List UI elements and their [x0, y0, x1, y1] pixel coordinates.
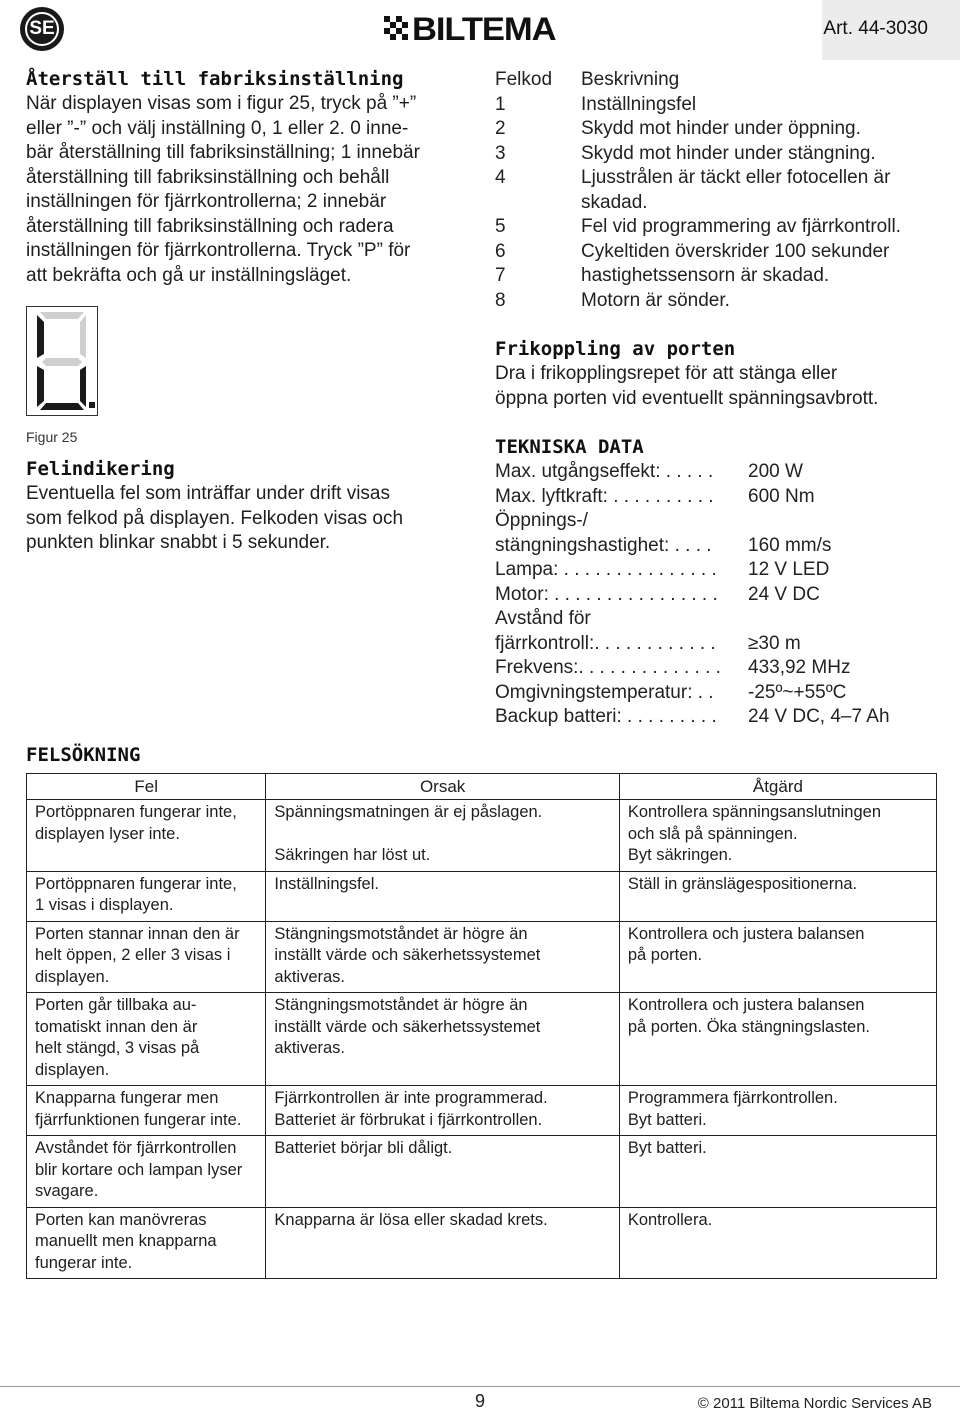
error-code: 2 [495, 118, 506, 139]
frikoppling-heading: Frikoppling av porten [495, 338, 736, 360]
table-row [27, 871, 937, 921]
troubleshooting-table [26, 773, 937, 1279]
language-code: SE [25, 12, 59, 46]
table-cell: Kontrollera spänningsanslutningen och slå på spänningen. Byt säkringen. [619, 800, 936, 872]
logo-text: BILTEMA [412, 11, 556, 47]
error-description: Cykeltiden överskrider 100 sekunder [581, 240, 890, 262]
spec-label: Motor: . . . . . . . . . . . . . . . . [495, 583, 718, 605]
page-header [0, 0, 960, 60]
list-item [495, 534, 955, 559]
copyright-notice: © 2011 Biltema Nordic Services AB [697, 1395, 932, 1412]
article-number: Art. 44-3030 [823, 18, 928, 39]
felsokning-heading: FELSÖKNING [26, 744, 141, 766]
error-description: Inställningsfel [581, 93, 697, 115]
spec-value: 160 mm/s [748, 534, 832, 556]
table-cell: Byt batteri. [619, 1136, 936, 1208]
error-description: Skydd mot hinder under öppning. [581, 118, 861, 139]
technical-data-heading: TEKNISKA DATA [495, 436, 644, 458]
felindikering-heading: Felindikering [26, 458, 175, 480]
spec-value: 600 Nm [748, 485, 815, 507]
table-cell: Portöppnaren fungerar inte, 1 visas i displayen. [27, 871, 266, 921]
list-item [495, 607, 955, 632]
table-row [27, 921, 937, 993]
column-header-atgard: Åtgärd [619, 774, 936, 800]
table-cell: Batteriet börjar bli dåligt. [266, 1136, 619, 1208]
article-number-box [822, 0, 960, 60]
table-cell: Programmera fjärrkontrollen. Byt batteri. [619, 1086, 936, 1136]
spec-label: fjärrkontroll:. . . . . . . . . . . . [495, 632, 716, 654]
list-item [495, 166, 955, 215]
spec-label: stängningshastighet: . . . . [495, 534, 712, 556]
frikoppling-paragraph: Dra i frikopplingsrepet för att stänga eller öppna porten vid eventuellt spänningsavbrott. [495, 363, 879, 409]
list-item [495, 93, 955, 118]
table-row [27, 800, 937, 872]
table-cell: Portöppnaren fungerar inte, displayen lyser inte. [27, 800, 266, 872]
table-cell: Stängningsmotståndet är högre än inställt värde och säkerhetssystemet aktiveras. [266, 993, 619, 1086]
footer-divider [0, 1386, 960, 1387]
table-cell: Porten stannar innan den är helt öppen, 2 eller 3 visas i displayen. [27, 921, 266, 993]
table-cell: Kontrollera och justera balansen på porten. [619, 921, 936, 993]
column-header-orsak: Orsak [266, 774, 619, 800]
decimal-point [89, 402, 95, 408]
error-code: 1 [495, 93, 506, 115]
error-description: Skydd mot hinder under stängning. [581, 142, 876, 164]
page-number: 9 [474, 1391, 485, 1411]
table-cell: Ställ in gränslägespositionerna. [619, 871, 936, 921]
spec-label: Max. lyftkraft: . . . . . . . . . . [495, 485, 714, 507]
figure-caption: Figur 25 [26, 429, 78, 445]
spec-value: 24 V DC [748, 583, 820, 605]
spec-value: -25º~+55ºC [748, 681, 847, 703]
spec-label: Avstånd för [495, 608, 591, 629]
seven-segment-display-figure [26, 306, 98, 416]
list-item [495, 632, 955, 657]
error-description: Fel vid programmering av fjärrkontroll. [581, 216, 901, 237]
error-description: hastighetssensorn är skadad. [581, 265, 830, 286]
table-cell: Porten kan manövreras manuellt men knapparna fungerar inte. [27, 1207, 266, 1279]
error-description: Ljusstrålen är täckt eller fotocellen är skadad. [581, 167, 891, 213]
table-row [27, 1136, 937, 1208]
error-code-header [495, 68, 955, 93]
checkered-flag-icon [384, 16, 410, 42]
table-cell: Fjärrkontrollen är inte programmerad. Batteriet är förbrukat i fjärrkontrollen. [266, 1086, 619, 1136]
reset-heading: Återställ till fabriksinställning [26, 68, 404, 90]
error-code: 8 [495, 289, 506, 311]
table-cell: Knapparna fungerar men fjärrfunktionen fungerar inte. [27, 1086, 266, 1136]
spec-label: Lampa: . . . . . . . . . . . . . . . [495, 559, 717, 580]
table-row [27, 993, 937, 1086]
table-cell: Stängningsmotståndet är högre än inställt värde och säkerhetssystemet aktiveras. [266, 921, 619, 993]
error-description: Motorn är sönder. [581, 289, 730, 311]
list-item [495, 509, 955, 534]
spec-value [748, 607, 955, 632]
list-item [495, 583, 955, 608]
header-description: Beskrivning [581, 69, 680, 90]
list-item [495, 142, 955, 167]
spec-label: Öppnings-/ [495, 510, 588, 531]
header-code: Felkod [495, 69, 553, 90]
spec-value: 12 V LED [748, 559, 830, 580]
table-cell: Inställningsfel. [266, 871, 619, 921]
list-item [495, 215, 955, 240]
error-code: 7 [495, 265, 506, 286]
list-item [495, 656, 955, 681]
language-badge [20, 7, 64, 51]
spec-value: 24 V DC, 4–7 Ah [748, 706, 890, 727]
table-header-row [27, 774, 937, 800]
error-code: 5 [495, 216, 506, 237]
biltema-logo [384, 13, 578, 45]
table-cell: Kontrollera och justera balansen på porten. Öka stängningslasten. [619, 993, 936, 1086]
list-item [495, 460, 955, 485]
list-item [495, 264, 955, 289]
spec-value: 200 W [748, 461, 803, 482]
list-item [495, 485, 955, 510]
list-item [495, 681, 955, 706]
table-cell: Kontrollera. [619, 1207, 936, 1279]
column-header-fel: Fel [27, 774, 266, 800]
technical-data-list [495, 460, 955, 730]
list-item [495, 117, 955, 142]
spec-label: Omgivningstemperatur: . . [495, 681, 714, 703]
table-row [27, 1086, 937, 1136]
error-code: 6 [495, 240, 506, 262]
error-code-list [495, 68, 955, 313]
list-item [495, 240, 955, 265]
list-item [495, 705, 955, 730]
spec-label: Max. utgångseffekt: . . . . . [495, 461, 714, 482]
table-cell: Avståndet för fjärrkontrollen blir kortare och lampan lyser svagare. [27, 1136, 266, 1208]
list-item [495, 558, 955, 583]
error-code: 3 [495, 142, 506, 164]
felindikering-paragraph: Eventuella fel som inträffar under drift visas som felkod på displayen. Felkoden visas och punkten blinkar snabbt i 5 sekunder. [26, 483, 404, 553]
table-cell: Porten går tillbaka au- tomatiskt innan den är helt stängd, 3 visas på displayen. [27, 993, 266, 1086]
table-cell: Knapparna är lösa eller skadad krets. [266, 1207, 619, 1279]
table-row [27, 1207, 937, 1279]
list-item [495, 289, 955, 314]
spec-value: 433,92 MHz [748, 657, 851, 678]
reset-paragraph: När displayen visas som i figur 25, tryck på ”+” eller ”-” och välj inställning 0, 1 eller 2. 0 inne- bär återställning till fabriksinställning; 1 innebär återställning till fabriksinställning och behåll inställningen för fjärrkontrollerna; 2 innebär återställning till fabriksinställning och radera inställningen för fjärrkontrollerna. Tryck ”P” för att bekräfta och gå ur inställningsläget. [26, 93, 420, 286]
spec-label: Frekvens:. . . . . . . . . . . . . . [495, 657, 721, 678]
error-code: 4 [495, 167, 506, 188]
spec-value [748, 509, 955, 534]
spec-label: Backup batteri: . . . . . . . . . [495, 706, 717, 727]
spec-value: ≥30 m [748, 632, 801, 654]
table-cell: Spänningsmatningen är ej påslagen. Säkringen har löst ut. [266, 800, 619, 872]
